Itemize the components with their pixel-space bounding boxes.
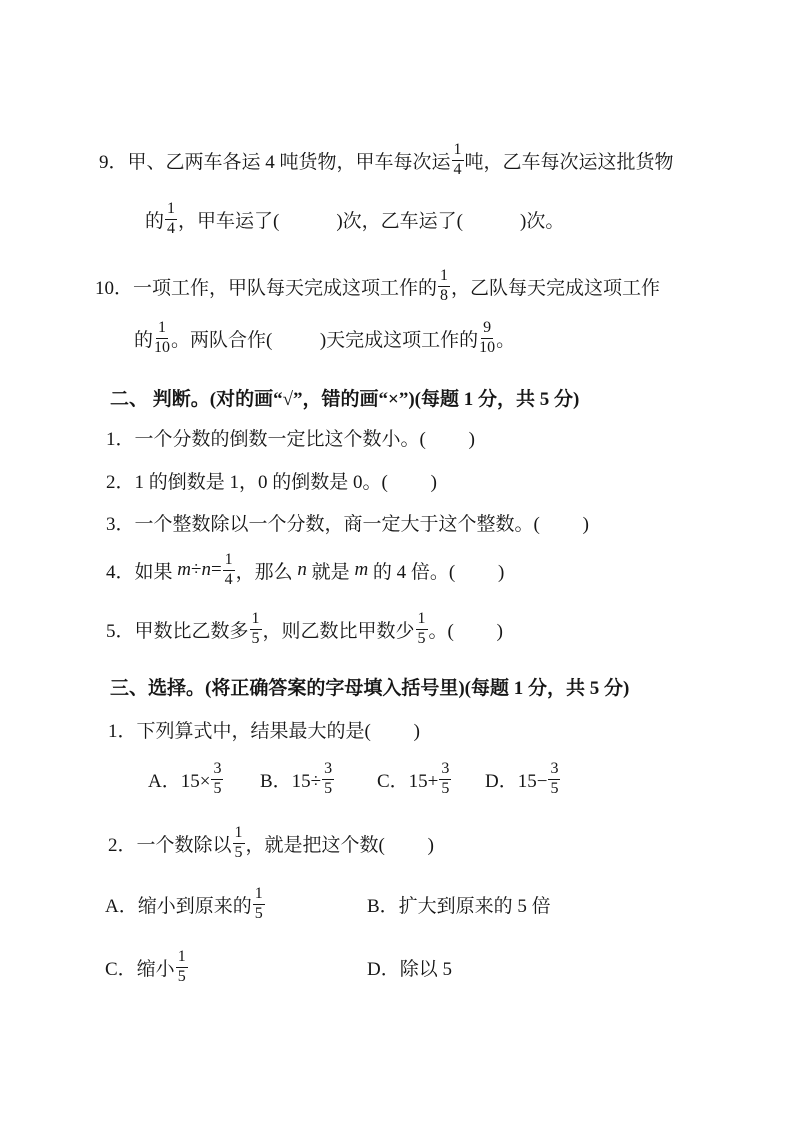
fraction: $\frac{1}{5}$ [234,823,243,861]
fraction: $\frac{1}{5}$ [177,947,186,985]
choice-section-heading: 三、选择。(将正确答案的字母填入括号里)(每题 1 分，共 5 分) [110,677,630,699]
fraction: $\frac{3}{5}$ [550,759,559,797]
question-9-line-2: 的 $\frac{1}{4}$ ，甲车运了( )次，乙车运了( )次。 [145,199,565,237]
question-10-line-1: 10．一项工作，甲队每天完成这项工作的 $\frac{1}{8}$ ，乙队每天完成这项工作 [95,266,661,304]
judge-question-3: 3．一个整数除以一个分数，商一定大于这个整数。( ) [106,513,589,535]
fraction: $\frac{3}{5}$ [441,759,450,797]
choice-q2-option-d: D．除以 5 [367,958,452,980]
judge-section-heading: 二、 判断。(对的画“√”，错的画“×”)(每题 1 分，共 5 分) [110,388,580,410]
fraction: $\frac{3}{5}$ [324,759,333,797]
variable: m [177,559,191,580]
judge-question-4: 4．如果 m ÷ n = $\frac{1}{4}$ ，那么 n 就是 m 的 4 倍。( ) [106,550,505,588]
choice-q2-option-a: A．缩小到原来的 $\frac{1}{5}$ [105,884,263,922]
choice-question-1-stem: 1．下列算式中，结果最大的是( ) [108,720,420,742]
fraction: $\frac{9}{10}$ [479,318,496,356]
fraction: $\frac{1}{8}$ [440,266,449,304]
fraction: $\frac{1}{4}$ [453,140,462,178]
variable: n [201,559,211,580]
choice-q2-option-c: C．缩小 $\frac{1}{5}$ [105,947,186,985]
judge-question-1: 1．一个分数的倒数一定比这个数小。( ) [106,428,475,450]
choice-question-2-stem: 2．一个数除以 $\frac{1}{5}$ ，就是把这个数( ) [108,823,434,861]
fraction: $\frac{1}{10}$ [154,318,171,356]
fraction: $\frac{1}{4}$ [224,550,233,588]
choice-q2-option-b: B．扩大到原来的 5 倍 [367,895,551,917]
choice-q1-option-c: C．15+ $\frac{3}{5}$ [377,759,450,797]
judge-question-5: 5．甲数比乙数多 $\frac{1}{5}$ ，则乙数比甲数少 $\frac{1}{5}$ 。( ) [106,609,503,647]
choice-q1-option-d: D．15− $\frac{3}{5}$ [485,759,559,797]
choice-q1-option-a: A．15× $\frac{3}{5}$ [148,759,222,797]
fraction: $\frac{3}{5}$ [213,759,222,797]
question-9-line-1: 9．甲、乙两车各运 4 吨货物，甲车每次运 $\frac{1}{4}$ 吨，乙车每次运这批货物 [99,140,674,178]
fraction: $\frac{1}{5}$ [251,609,260,647]
question-10-line-2: 的 $\frac{1}{10}$ 。两队合作( )天完成这项工作的 $\frac{9}{10}$ 。 [134,318,516,356]
variable: m [354,559,369,580]
fraction: $\frac{1}{5}$ [417,609,426,647]
fraction: $\frac{1}{5}$ [254,884,263,922]
fraction: $\frac{1}{4}$ [167,199,176,237]
variable: n [297,559,307,580]
judge-question-2: 2．1 的倒数是 1，0 的倒数是 0。( ) [106,471,437,493]
choice-q1-option-b: B．15÷ $\frac{3}{5}$ [260,759,333,797]
